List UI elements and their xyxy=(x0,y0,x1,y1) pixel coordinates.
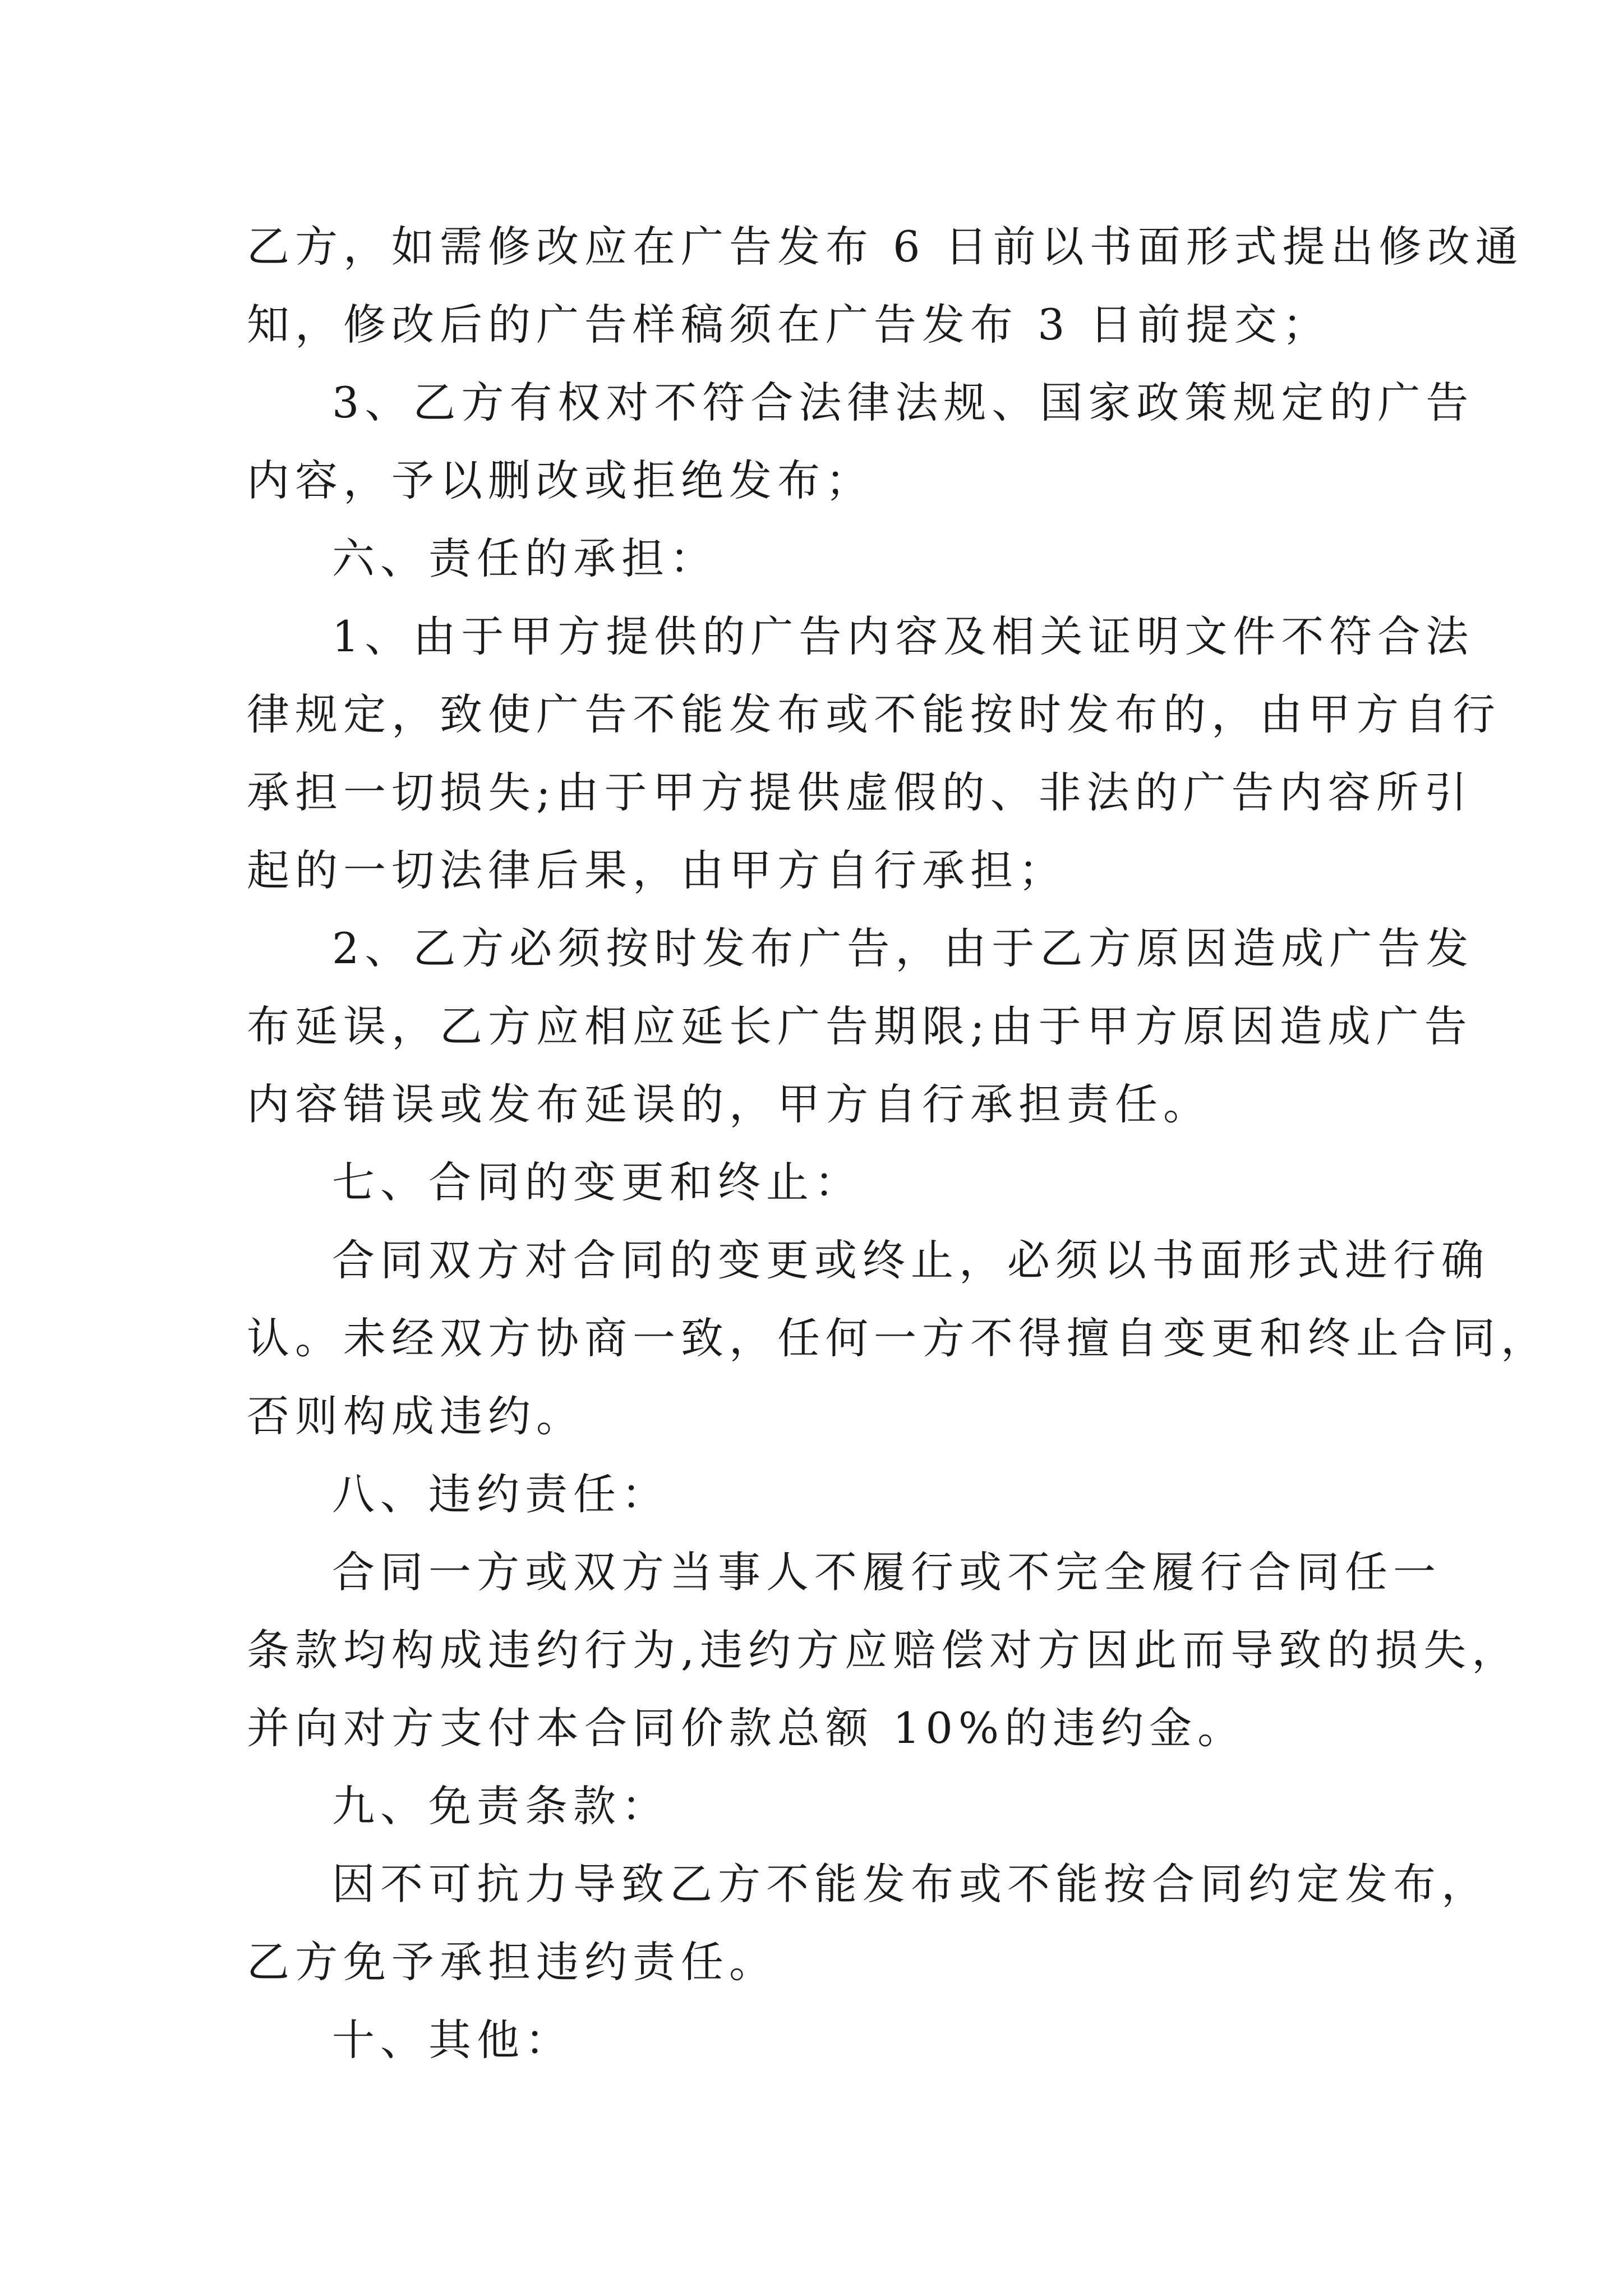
paragraph-line: 起的一切法律后果，由甲方自行承担； xyxy=(247,845,1067,895)
paragraph-line: 条款均构成违约行为,违约方应赔偿对方因此而导致的损失， xyxy=(247,1625,1520,1675)
paragraph-line: 否则构成违约。 xyxy=(247,1391,584,1441)
section-heading: 九、免责条款： xyxy=(332,1781,670,1831)
document-body xyxy=(247,208,1549,2079)
section-heading: 六、责任的承担： xyxy=(332,533,718,583)
paragraph-line: 承担一切损失;由于甲方提供虚假的、非法的广告内容所引 xyxy=(247,767,1473,817)
paragraph-line: 2、乙方必须按时发布广告，由于乙方原因造成广告发 xyxy=(332,923,1474,973)
paragraph-line: 律规定，致使广告不能发布或不能按时发布的，由甲方自行 xyxy=(247,689,1501,739)
section-heading: 十、其他： xyxy=(332,2015,573,2065)
paragraph-line: 3、乙方有权对不符合法律法规、国家政策规定的广告 xyxy=(332,378,1474,427)
paragraph-line: 乙方免予承担违约责任。 xyxy=(247,1937,777,1987)
paragraph-line: 合同一方或双方当事人不履行或不完全履行合同任一 xyxy=(332,1547,1441,1597)
paragraph-line: 知，修改后的广告样稿须在广告发布 3 日前提交； xyxy=(247,300,1331,349)
paragraph-line: 合同双方对合同的变更或终止，必须以书面形式进行确 xyxy=(332,1235,1490,1285)
paragraph-line: 1、由于甲方提供的广告内容及相关证明文件不符合法 xyxy=(332,611,1474,661)
paragraph-line: 布延误，乙方应相应延长广告期限;由于甲方原因造成广告 xyxy=(247,1001,1473,1051)
paragraph-line: 并向对方支付本合同价款总额 10%的违约金。 xyxy=(247,1703,1246,1753)
paragraph-line: 因不可抗力导致乙方不能发布或不能按合同约定发布， xyxy=(332,1859,1490,1909)
section-heading: 八、违约责任： xyxy=(332,1469,670,1519)
paragraph-line: 内容错误或发布延误的，甲方自行承担责任。 xyxy=(247,1079,1211,1129)
section-heading: 七、合同的变更和终止： xyxy=(332,1157,863,1207)
paragraph-line: 内容，予以删改或拒绝发布； xyxy=(247,455,874,505)
paragraph-line: 乙方，如需修改应在广告发布 6 日前以书面形式提出修改通 xyxy=(247,222,1524,272)
paragraph-line: 认。未经双方协商一致，任何一方不得擅自变更和终止合同， xyxy=(247,1313,1549,1363)
